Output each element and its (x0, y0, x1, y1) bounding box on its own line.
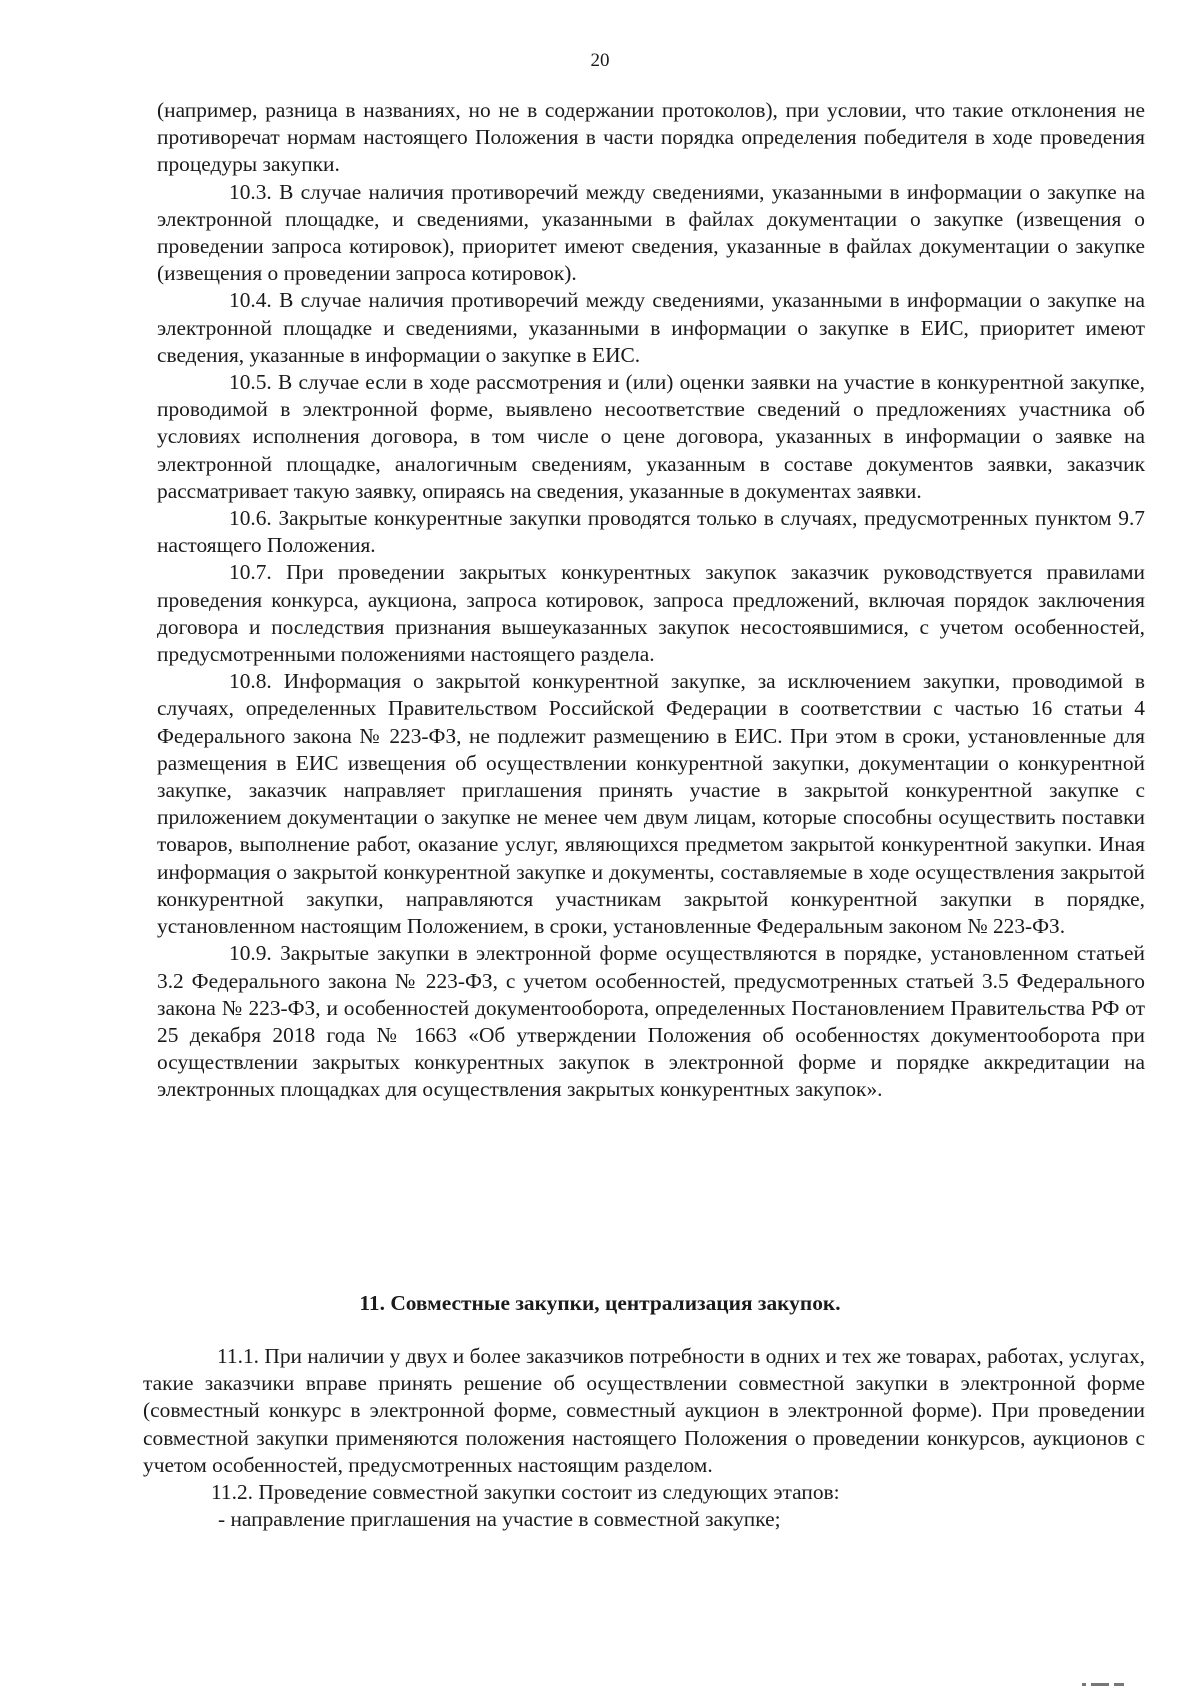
scan-mark (1114, 1683, 1124, 1686)
paragraph-10-4: 10.4. В случае наличия противоречий между сведениями, указанными в информации о закупке на электронной площадке и сведениями, указанными в информации о закупке в ЕИС, приоритет имеют сведения, указанные в информации о закупке в ЕИС. (157, 288, 1145, 367)
paragraph-10-3: 10.3. В случае наличия противоречий между сведениями, указанными в информации о закупке на электронной площадке, и сведениями, указанными в файлах документации о закупке (извещения о проведении запроса котировок), приоритет имеют сведения, указанные в файлах документации о закупке (извещения о проведении запроса котировок). (157, 179, 1145, 286)
scan-mark (1082, 1683, 1086, 1686)
paragraph-11-2: 11.2. Проведение совместной закупки состоит из следующих этапов: (211, 1480, 840, 1505)
list-item: - направление приглашения на участие в совместной закупке; (218, 1507, 781, 1532)
section-11-heading: 11. Совместные закупки, централизация закупок. (359, 1291, 841, 1315)
paragraph-10-9: 10.9. Закрытые закупки в электронной форме осуществляются в порядке, установленном статьей 3.2 Федерального закона № 223-ФЗ, с учетом особенностей, предусмотренных статьей 3.5 Федерального закона № 223-ФЗ, и особенностей документооборота, определенных Постановлением Правительства РФ от 25 декабря 2018 года № 1663 «Об утверждении Положения об особенностях документооборота при осуществлении закрытых конкурентных закупок в электронной форме и порядке аккредитации на электронных площадках для осуществления закрытых конкурентных закупок». (157, 941, 1145, 1102)
scan-mark (1091, 1683, 1109, 1686)
paragraph-10-8: 10.8. Информация о закрытой конкурентной закупке, за исключением закупки, проводимой в случаях, определенных Правительством Российской Федерации в соответствии с частью 16 статьи 4 Федерального закона № 223-ФЗ, не подлежит размещению в ЕИС. При этом в сроки, установленные для размещения в ЕИС извещения об осуществлении конкурентной закупки, документации о конкурентной закупке, заказчик направляет приглашения принять участие в закрытой конкурентной закупке с приложением документации о закупке не менее чем двум лицам, которые способны осуществить поставки товаров, выполнение работ, оказание услуг, являющихся предметом закрытой конкурентной закупки. Иная информация о закрытой конкурентной закупке и документы, составляемые в ходе осуществления закрытой конкурентной закупки, направляются участникам закрытой конкурентной закупки в порядке, установленном настоящим Положением, в сроки, установленные Федеральным законом № 223-ФЗ. (157, 669, 1145, 939)
paragraph-10-5: 10.5. В случае если в ходе рассмотрения и (или) оценки заявки на участие в конкурентной закупке, проводимой в электронной форме, выявлено несоответствие сведений о предложениях участника об условиях исполнения договора, в том числе о цене договора, указанных в информации о заявке на электронной площадке, аналогичным сведениям, указанным в составе документов заявки, заказчик рассматривает такую заявку, опираясь на сведения, указанные в документах заявки. (157, 370, 1145, 503)
paragraph-11-1: 11.1. При наличии у двух и более заказчиков потребности в одних и тех же товарах, работах, услугах, такие заказчики вправе принять решение об осуществлении совместной закупки в электронной форме (совместный конкурс в электронной форме, совместный аукцион в электронной форме). При проведении совместной закупки применяются положения настоящего Положения о проведении конкурсов, аукционов с учетом особенностей, предусмотренных настоящим разделом. (143, 1344, 1145, 1477)
paragraph-continuation: (например, разница в названиях, но не в содержании протоколов), при условии, что такие отклонения не противоречат нормам настоящего Положения в части порядка определения победителя в ходе проведения процедуры закупки. (157, 98, 1145, 177)
page-number: 20 (590, 50, 610, 71)
section-10-text (157, 97, 1145, 1104)
scan-corner-marks (1082, 1683, 1132, 1687)
section-11-text (143, 1343, 1145, 1533)
paragraph-10-6: 10.6. Закрытые конкурентные закупки проводятся только в случаях, предусмотренных пунктом 9.7 настоящего Положения. (157, 506, 1145, 558)
paragraph-10-7: 10.7. При проведении закрытых конкурентных закупок заказчик руководствуется правилами проведения конкурса, аукциона, запроса котировок, запроса предложений, включая порядок заключения договора и последствия признания вышеуказанных закупок несостоявшимися, с учетом особенностей, предусмотренными положениями настоящего раздела. (157, 560, 1145, 667)
